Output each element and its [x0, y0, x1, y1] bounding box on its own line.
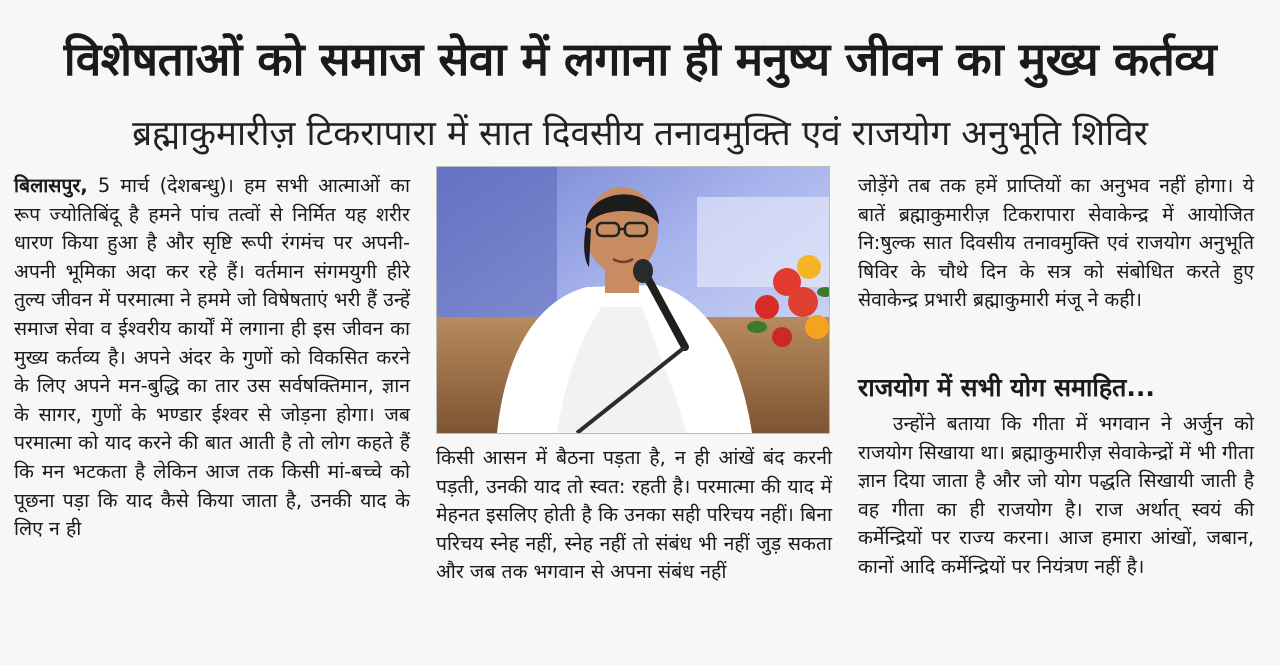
- article-column-3-continued: [858, 410, 1254, 582]
- article-column-1: [14, 172, 410, 544]
- speaker-photo: [436, 166, 830, 434]
- dateline: बिलासपुर,: [14, 174, 88, 197]
- article-column-3: [858, 172, 1254, 315]
- section-subheading: राजयोग में सभी योग समाहित...: [858, 373, 1155, 402]
- article-column-1-text: 5 मार्च (देशबन्धु)। हम सभी आत्माओं का रूप ज्योतिबिंदू है हमने पांच तत्वों से निर्मित यह शरीर धारण किया हुआ है और सृष्टि रूपी रंगमंच पर अपनी-अपनी भूमिका अदा कर रहे हैं। वर्तमान संगमयुगी हीरे तुल्य जीवन में परमात्मा ने हममे जो विषेषताएं भरी हैं उन्हें समाज सेवा व ईश्वरीय कार्यों में लगाना ही इस जीवन का मुख्य कर्तव्य है। अपने अंदर के गुणों को विकसित करने के लिए अपने मन-बुद्धि का तार उस सर्वषक्तिमान, ज्ञान के सागर, गुणों के भण्डार ईश्वर से जोड़ना होगा। जब परमात्मा को याद करने की बात आती है तो लोग कहते हैं कि मन भटकता है लेकिन आज तक किसी मां-बच्चे को पूछना पड़ा कि याद कैसे किया जाता है, उनकी याद के लिए न ही: [14, 174, 410, 541]
- speaker-photo-illustration: [437, 167, 829, 433]
- article-column-2: [436, 444, 832, 587]
- article-column-3-text: जोड़ेंगे तब तक हमें प्राप्तियों का अनुभव नहीं होगा। ये बातें ब्रह्माकुमारीज़ टिकरापारा सेवाकेन्द्र में आयोजित नि:षुल्क सात दिवसीय तनावमुक्ति एवं राजयोग अनुभूति षिविर के चौथे दिन के सत्र को संबोधित करते हुए सेवाकेन्द्र प्रभारी ब्रह्माकुमारी मंजू ने कही।: [858, 174, 1254, 312]
- subheadline: ब्रह्माकुमारीज़ टिकरापारा में सात दिवसीय तनावमुक्ति एवं राजयोग अनुभूति शिविर: [132, 114, 1148, 154]
- article-column-2-text: किसी आसन में बैठना पड़ता है, न ही आंखें बंद करनी पड़ती, उनकी याद तो स्वत: रहती है। परमात्मा की याद में मेहनत इसलिए होती है कि उनका सही परिचय नहीं। बिना परिचय स्नेह नहीं, स्नेह नहीं तो संबंध भी नहीं जुड़ सकता और जब तक भगवान से अपना संबंध नहीं: [436, 446, 832, 584]
- article-column-3-continued-text: उन्होंने बताया कि गीता में भगवान ने अर्जुन को राजयोग सिखाया था। ब्रह्माकुमारीज़ सेवाकेन्द्रों में भी गीता ज्ञान दिया जाता है और जो योग पद्धति सिखायी जाती है वह गीता का ही राजयोग है। राज अर्थात् स्वयं की कर्मेन्द्रियों पर राज्य करना। आज हमारा आंखों, जबान, कानों आदि कर्मेन्द्रियों पर नियंत्रण नहीं है।: [858, 412, 1254, 578]
- headline: विशेषताओं को समाज सेवा में लगाना ही मनुष्य जीवन का मुख्य कर्तव्य: [63, 32, 1217, 86]
